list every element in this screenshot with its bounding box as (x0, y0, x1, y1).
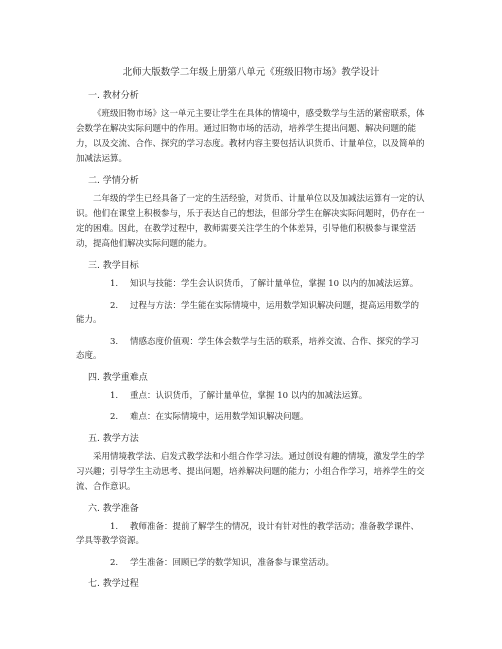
list-item (76, 277, 426, 292)
list-item (76, 335, 426, 364)
list-item (76, 299, 426, 328)
section-heading-teaching-goals: 三. 教学目标 (88, 261, 139, 271)
list-item-text: 学生准备：回顾已学的数学知识，准备参与课堂活动。 (130, 557, 335, 568)
section-paragraph: 采用情境教学法、启发式教学法和小组合作学习法。通过创设有趣的情境，激发学生的学习兴趣；引导学生主动思考、提出问题，培养解决问题的能力；小组合作学习，培养学生的交流、合作意识。 (76, 451, 425, 492)
list-item (76, 410, 426, 425)
list-item-text: 重点：认识货币，了解计量单位，掌握 10 以内的加减法运算。 (130, 390, 368, 401)
section-heading-teaching-process: 七. 教学过程 (88, 579, 139, 589)
section-heading-student-analysis: 二. 学情分析 (88, 176, 139, 186)
list-item-text: 难点：在实际情境中，运用数学知识解决问题。 (130, 412, 309, 422)
section-heading-teaching-preparation: 六. 教学准备 (88, 503, 139, 514)
list-item-number: 1. (110, 390, 119, 401)
list-item (76, 520, 426, 549)
list-item-text: 教师准备：提前了解学生的情况，设计有针对性的教学活动；准备教学课件、学具等教学资源。 (76, 521, 420, 546)
list-item-number: 1. (110, 521, 119, 532)
list-item-number: 1. (110, 279, 119, 289)
list-item-number: 2. (110, 412, 119, 422)
list-item-text: 情感态度价值观：学生体会数学与生活的联系，培养交流、合作、探究的学习态度。 (76, 336, 420, 361)
section-paragraph: 《班级旧物市场》这一单元主要让学生在具体的情境中，感受数学与生活的紧密联系，体会数学在解决实际问题中的作用。通过旧物市场的活动，培养学生提出问题、解决问题的能力，以及交流、合作、探究的学习态度。教材内容主要包括认识货币、计量单位，以及简单的加减法运算。 (76, 109, 425, 164)
section-paragraph: 二年级的学生已经具备了一定的生活经验，对货币、计量单位以及加减法运算有一定的认识。他们在课堂上积极参与，乐于表达自己的想法，但部分学生在解决实际问题时，仍存在一定的困难。因此，在教学过程中，教师需要关注学生的个体差异，引导他们积极参与课堂活动，提高他们解决实际问题的能力。 (76, 194, 425, 249)
section-heading-textbook-analysis: 一. 教材分析 (88, 91, 139, 101)
document-title: 北师大版数学二年级上册第八单元《班级旧物市场》教学设计 (122, 67, 380, 78)
list-item-number: 2. (110, 557, 119, 568)
list-item-text: 过程与方法：学生能在实际情境中，运用数学知识解决问题，提高运用数学的能力。 (76, 300, 420, 325)
list-item-text: 知识与技能：学生会认识货币，了解计量单位，掌握 10 以内的加减法运算。 (130, 279, 419, 289)
list-item-number: 2. (110, 300, 119, 311)
list-item (76, 389, 426, 404)
section-heading-key-points: 四. 教学重难点 (88, 372, 148, 383)
section-heading-teaching-methods: 五. 教学方法 (88, 433, 139, 444)
list-item-number: 3. (110, 336, 119, 347)
list-item (76, 556, 426, 571)
